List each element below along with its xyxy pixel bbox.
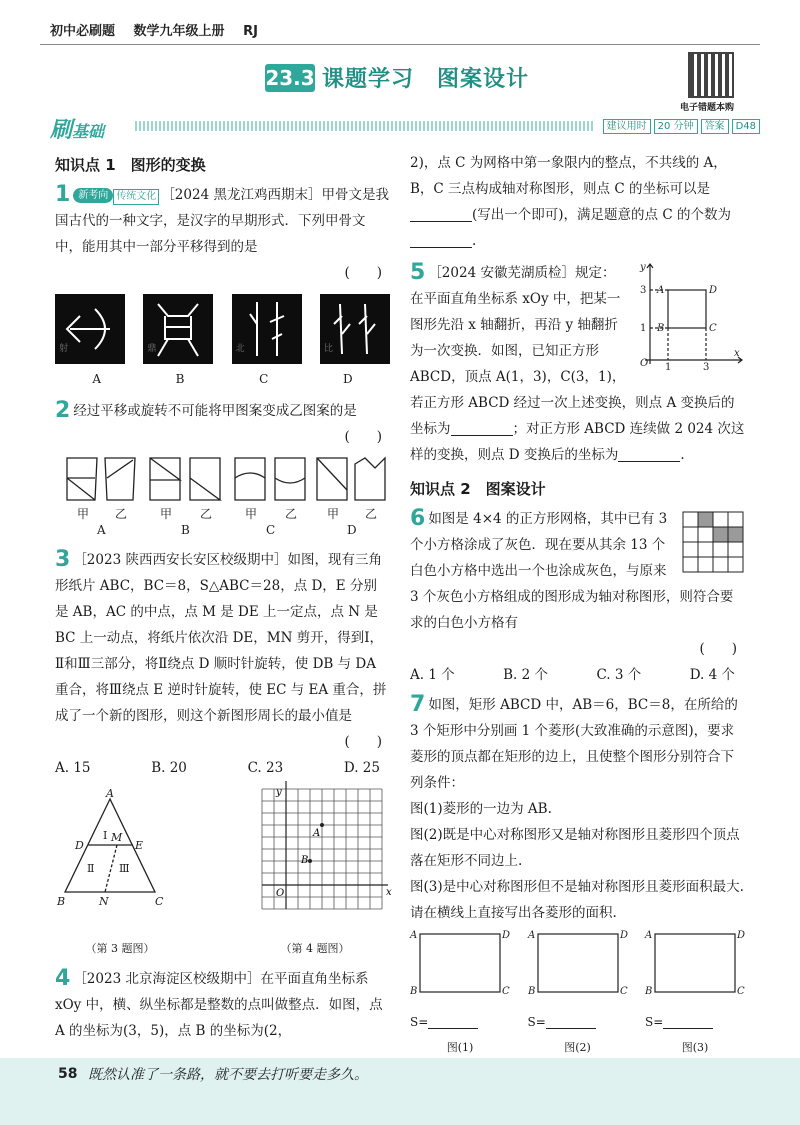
answer-label: 答案 (701, 119, 729, 134)
page-number: 58 (58, 1066, 78, 1082)
q7-figure-1: A D B C S= 图(1) (410, 930, 511, 1054)
jia-label: 甲 (160, 507, 173, 521)
figure-3 (55, 787, 185, 962)
question-number: 7 (410, 692, 426, 717)
svg-text:M: M (111, 831, 123, 844)
svg-text:C: C (502, 986, 510, 997)
jia-label: 甲 (77, 507, 90, 521)
q7-condition-3: 图(3)是中心对称图形但不是轴对称图形且菱形面积最大. (410, 879, 744, 895)
option-b[interactable]: B. 2 个 (503, 667, 549, 683)
svg-text:E: E (135, 839, 144, 852)
question-number: 6 (410, 506, 426, 531)
new-badge: 新考向 (73, 188, 113, 203)
svg-text:A: A (106, 787, 114, 800)
q7-blank-3[interactable] (663, 1013, 713, 1029)
qr-code-icon[interactable] (688, 52, 734, 98)
option-c[interactable]: C. 23 (247, 760, 284, 776)
q7-condition-1: 图(1)菱形的一边为 AB. (410, 801, 552, 817)
band-tags (600, 117, 760, 132)
q5-blank-1[interactable] (451, 420, 513, 436)
left-column (55, 150, 390, 1044)
practice-band (50, 113, 760, 143)
figure-3-caption: （第 3 题图） (85, 942, 155, 955)
q7-instruction: 请在横线上直接写出各菱形的面积. (410, 905, 617, 921)
band-stripes (135, 121, 595, 131)
svg-text:C: C (709, 323, 717, 334)
svg-text:B: B (527, 986, 535, 997)
question-number: 2 (55, 398, 71, 423)
option-a[interactable]: A. 15 (55, 760, 91, 776)
svg-text:C: C (619, 986, 628, 997)
page-footer (0, 1058, 800, 1125)
answer-paren[interactable]: ( ) (344, 734, 382, 750)
q5-blank-2[interactable] (618, 446, 680, 462)
option-d[interactable]: D. 25 (343, 760, 380, 776)
svg-text:O: O (640, 358, 649, 369)
time-value: 20 分钟 (654, 119, 698, 134)
subject-name: 数学九年级上册 (133, 24, 225, 39)
culture-badge: 传统文化 (113, 189, 159, 205)
svg-text:D: D (737, 930, 746, 941)
q7-rectangles (410, 928, 745, 1061)
svg-text:C: C (155, 895, 164, 908)
answer-paren[interactable]: ( ) (344, 265, 382, 281)
svg-text:D: D (502, 930, 511, 941)
answer-page: D48 (732, 119, 760, 134)
q2-figures (55, 450, 390, 537)
question-4-continued: 2)，点 C 为网格中第一象限内的整点，不共线的 A，B，C 三点构成轴对称图形，则点 C 的坐标可以是(写出一个即可)，满足题意的点 C 的个数为. (410, 155, 731, 249)
svg-text:Ⅲ: Ⅲ (119, 862, 130, 875)
question-text: ［2024 黑龙江鸡西期末］甲骨文是我国古代的一种文字，是汉字的早期形式．下列甲骨文中，能用其中一部分平移得到的是 (55, 187, 389, 255)
svg-text:A: A (657, 285, 665, 296)
question-number: 1 (55, 182, 71, 207)
band-logo: 刷基础 (50, 118, 105, 143)
question-1 (55, 182, 390, 392)
section-number: 23.3 (265, 66, 315, 90)
q2-label-a: A (97, 523, 106, 537)
q2-label-d: D (347, 523, 357, 537)
svg-text:D: D (709, 285, 718, 296)
question-text: ［2023 北京海淀区校级期中］在平面直角坐标系 xOy 中，横、纵坐标都是整数的点叫做整点．如图，点 A 的坐标为(3，5)，点 B 的坐标为(2， (55, 971, 383, 1039)
q6-grid (681, 510, 745, 574)
knowledge-point-2: 知识点 2 图案设计 (410, 480, 546, 498)
svg-text:B: B (57, 895, 66, 908)
svg-text:Ⅱ: Ⅱ (87, 862, 95, 875)
question-7 (410, 692, 745, 1061)
figure-4 (240, 787, 390, 962)
svg-text:B: B (410, 986, 418, 997)
question-4 (55, 966, 390, 1044)
header-divider (40, 44, 760, 45)
yi-label: 乙 (365, 507, 378, 521)
figure-4-caption: （第 4 题图） (280, 942, 350, 955)
question-number: 5 (410, 260, 426, 285)
q6-options (410, 662, 745, 688)
question-6 (410, 506, 745, 688)
answer-paren[interactable]: ( ) (699, 641, 737, 657)
svg-text:y: y (640, 262, 646, 273)
q7-condition-2: 图(2)既是中心对称图形又是轴对称图形且菱形四个顶点落在矩形不同边上. (410, 827, 740, 869)
right-column (410, 150, 745, 1061)
svg-text:1: 1 (665, 362, 672, 373)
question-3 (55, 547, 390, 781)
svg-text:A: A (410, 930, 418, 941)
q7-figure-2: A D B C S= 图(2) (527, 930, 628, 1054)
svg-text:A: A (645, 930, 653, 941)
svg-text:B: B (645, 986, 653, 997)
svg-text:B: B (657, 323, 665, 334)
q7-blank-1[interactable] (428, 1013, 478, 1029)
yi-label: 乙 (115, 507, 128, 521)
yi-label: 乙 (200, 507, 213, 521)
qr-label: 电子错题本购 (680, 103, 735, 113)
option-a[interactable]: A. 1 个 (410, 667, 455, 683)
question-number: 4 (55, 966, 71, 991)
figures-row (55, 787, 390, 962)
question-5: y x O 1 3 1 3 A B C D 5 ［2024 安徽芜湖质检］规定：在平面直角坐标系 xOy 中，把某一图形先沿 x 轴翻折，再沿 y 轴翻折为一次变换．如图，已知正方形 ABCD，顶点 A(1，3)，C(3，1)，若正方形 ABCD 经过一次上述变换，则点 A 变换后的坐标为 ；对正方形 ABCD 连续做 2 024 次这样的变换，则点 D 变换后的坐标为 . (410, 260, 745, 463)
q4-blank-2[interactable] (410, 232, 472, 248)
svg-text:x: x (386, 887, 392, 898)
svg-text:Ⅰ: Ⅰ (103, 829, 108, 842)
svg-text:A: A (313, 828, 321, 839)
question-number: 3 (55, 547, 71, 572)
question-text: ［2024 安徽芜湖质检］规定：在平面直角坐标系 xOy 中，把某一图形先沿 x 轴翻折，再沿 y 轴翻折为一次变换．如图，已知正方形 ABCD，顶点 A(1，3)，C(3，1)，若正方形 ABCD 经过一次上述变换，则点 A 变换后的坐标为 (410, 265, 735, 437)
question-text: 如图，矩形 ABCD 中，AB＝6，BC＝8，在所给的 3 个矩形中分别画 1 个菱形(大致准确的示意图)，要求菱形的顶点都在矩形的边上，且使整个图形分别符合下列条件： (410, 697, 738, 791)
knowledge-point-1: 知识点 1 图形的变换 (55, 156, 206, 174)
yi-label: 乙 (285, 507, 298, 521)
oracle-image-d[interactable]: 比 (320, 294, 390, 364)
q4-blank-1[interactable] (410, 206, 472, 222)
q7-figure-3: A D B C S= 图(3) (645, 930, 746, 1054)
svg-text:3: 3 (640, 285, 647, 296)
page-header (50, 20, 272, 39)
svg-text:O: O (276, 888, 285, 899)
svg-text:1: 1 (640, 323, 647, 334)
oracle-image-b[interactable]: 鼎 (143, 294, 213, 364)
jia-label: 甲 (327, 507, 340, 521)
footer-quote: 既然认准了一条路，就不要去打听要走多久。 (88, 1067, 368, 1083)
edition-name: RJ (243, 24, 258, 39)
oracle-image-c[interactable]: 北 (232, 294, 302, 364)
question-2 (55, 398, 390, 543)
q2-label-c: C (266, 523, 276, 537)
svg-text:y: y (276, 787, 282, 798)
q7-blank-2[interactable] (546, 1013, 596, 1029)
time-label: 建议用时 (603, 119, 651, 134)
option-c[interactable]: C. 3 个 (596, 667, 642, 683)
q3-options (55, 755, 390, 781)
svg-text:C: C (737, 986, 745, 997)
option-b[interactable]: B. 20 (151, 760, 187, 776)
series-name: 初中必刷题 (50, 24, 116, 39)
svg-text:D: D (619, 930, 628, 941)
question-text: ［2023 陕西西安长安区校级期中］如图，现有三角形纸片 ABC，BC＝8，S△ABC＝28，点 D，E 分别是 AB，AC 的中点，点 M 是 DE 上一定点，点 N 是 BC 上一动点，将纸片依次沿 DE，MN 剪开，得到Ⅰ，Ⅱ和Ⅲ三部分，将Ⅱ绕点 D 顺时针旋转，使 DB 与 DA 重合，将Ⅲ绕点 E 逆时针旋转，使 EC 与 EA 重合，拼成了一个新的图形，则这个新图形周长的最小值是 (55, 552, 387, 724)
svg-text:3: 3 (703, 362, 710, 373)
question-text: 如图是 4×4 的正方形网格，其中已有 3 个小方格涂成了灰色．现在要从其余 13 个白色小方格中选出一个也涂成灰色，与原来 3 个灰色小方格组成的图形成为轴对称图形，则符合要求的白色小方格有 (410, 511, 734, 631)
svg-text:A: A (527, 930, 535, 941)
q1-option-labels: A B C D (92, 372, 353, 386)
svg-text:N: N (99, 895, 109, 908)
oracle-images (55, 294, 390, 364)
svg-text:D: D (75, 839, 84, 852)
q2-label-b: B (181, 523, 190, 537)
jia-label: 甲 (245, 507, 258, 521)
svg-text:x: x (734, 348, 740, 359)
section-title: 课题学习 图案设计 (322, 67, 530, 92)
oracle-image-a[interactable]: 射 (55, 294, 125, 364)
option-d[interactable]: D. 4 个 (689, 667, 735, 683)
question-text: 经过平移或旋转不可能将甲图案变成乙图案的是 (73, 403, 357, 419)
answer-paren[interactable]: ( ) (344, 429, 382, 445)
q5-figure (630, 260, 745, 373)
svg-text:B: B (301, 855, 309, 866)
